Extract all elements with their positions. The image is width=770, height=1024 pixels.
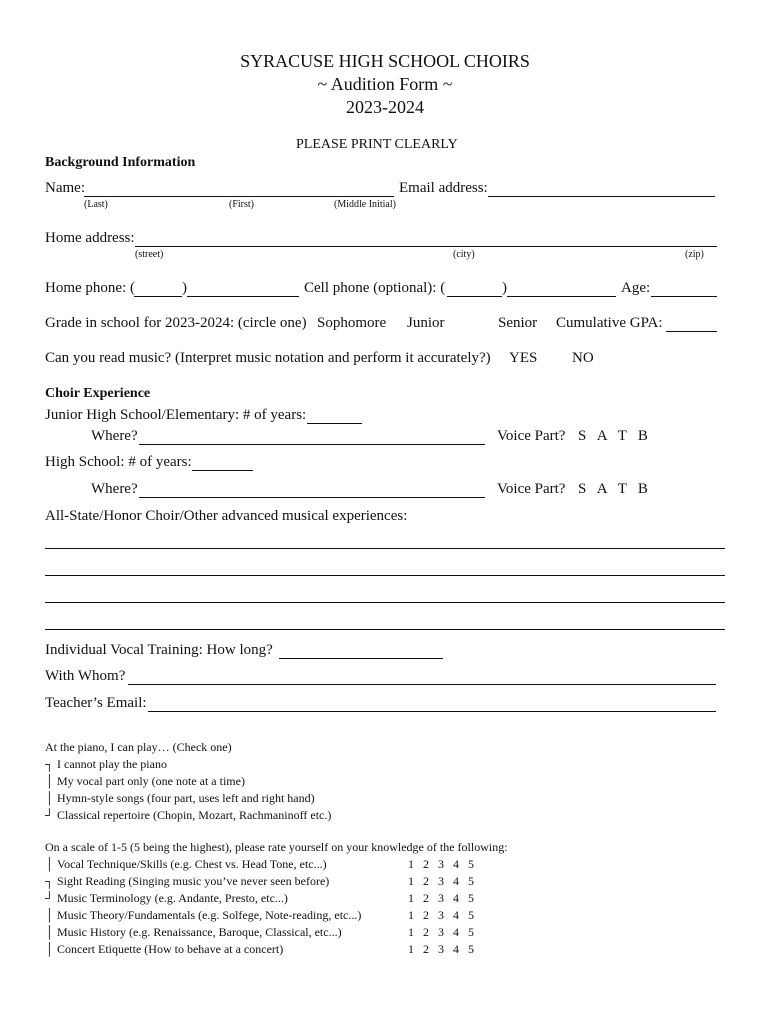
- first-caption: (First): [229, 199, 254, 210]
- piano-option-label: My vocal part only (one note at a time): [57, 774, 245, 788]
- allstate-line-1[interactable]: [45, 548, 725, 549]
- home-address-field[interactable]: [135, 246, 717, 247]
- home-phone-field[interactable]: [187, 296, 299, 297]
- piano-option-label: Hymn-style songs (four part, uses left and right hand): [57, 791, 315, 805]
- read-music-question: Can you read music? (Interpret music notation and perform it accurately?): [45, 350, 491, 366]
- scale-item-label: Music Theory/Fundamentals (e.g. Solfege, Note-reading, etc...): [57, 908, 362, 922]
- piano-option[interactable]: [45, 774, 245, 789]
- read-music-no[interactable]: NO: [572, 350, 594, 366]
- rating-options[interactable]: 1 2 3 4 5: [408, 908, 474, 922]
- home-phone-area-field[interactable]: [134, 296, 182, 297]
- piano-option[interactable]: [45, 791, 315, 806]
- cell-phone-label: Cell phone (optional): (: [304, 280, 446, 296]
- grade-option-junior[interactable]: Junior: [407, 315, 445, 331]
- form-year: 2023-2024: [346, 97, 424, 117]
- home-phone-paren: ): [182, 280, 187, 296]
- allstate-line-2[interactable]: [45, 575, 725, 576]
- piano-option[interactable]: [45, 808, 331, 823]
- checkbox-icon[interactable]: │: [45, 942, 54, 956]
- zip-caption: (zip): [685, 249, 704, 260]
- email-field[interactable]: [488, 196, 715, 197]
- jr-high-voice-parts[interactable]: S A T B: [578, 428, 648, 444]
- email-label: Email address:: [399, 180, 488, 196]
- city-caption: (city): [453, 249, 475, 260]
- choir-heading: Choir Experience: [45, 386, 151, 401]
- cell-phone-paren: ): [502, 280, 507, 296]
- teacher-email-field[interactable]: [148, 711, 716, 712]
- scale-item: [45, 908, 361, 923]
- form-subtitle: ~ Audition Form ~: [317, 74, 453, 94]
- home-address-label: Home address:: [45, 230, 135, 246]
- allstate-line-3[interactable]: [45, 602, 725, 603]
- age-label: Age:: [621, 280, 651, 296]
- read-music-yes[interactable]: YES: [509, 350, 538, 366]
- checkbox-icon[interactable]: ┐: [45, 874, 54, 888]
- background-heading: Background Information: [45, 155, 196, 170]
- rating-options[interactable]: 1 2 3 4 5: [408, 874, 474, 888]
- hs-where-field[interactable]: [139, 497, 485, 498]
- hs-voice-parts[interactable]: S A T B: [578, 481, 648, 497]
- hs-years-label: High School: # of years:: [45, 454, 192, 470]
- home-phone-label: Home phone: (: [45, 280, 135, 296]
- checkbox-icon[interactable]: ┘: [45, 891, 54, 905]
- jr-high-where-field[interactable]: [139, 444, 485, 445]
- jr-high-years-label: Junior High School/Elementary: # of years:: [45, 407, 307, 423]
- checkbox-icon[interactable]: │: [45, 857, 54, 871]
- grade-option-senior[interactable]: Senior: [498, 315, 538, 331]
- scale-item-label: Music Terminology (e.g. Andante, Presto, etc...): [57, 891, 288, 905]
- middle-caption: (Middle Initial): [334, 199, 396, 210]
- last-caption: (Last): [84, 199, 108, 210]
- age-field[interactable]: [651, 296, 717, 297]
- jr-high-where-label: Where?: [91, 428, 138, 444]
- name-field[interactable]: [84, 196, 394, 197]
- allstate-label: All-State/Honor Choir/Other advanced musical experiences:: [45, 508, 408, 524]
- scale-item-label: Music History (e.g. Renaissance, Baroque, Classical, etc...): [57, 925, 342, 939]
- scale-item-label: Vocal Technique/Skills (e.g. Chest vs. Head Tone, etc...): [57, 857, 327, 871]
- hs-where-label: Where?: [91, 481, 138, 497]
- hs-voice-part-label: Voice Part?: [497, 481, 566, 497]
- rating-options[interactable]: 1 2 3 4 5: [408, 857, 474, 871]
- scale-item: [45, 925, 342, 940]
- grade-option-sophomore[interactable]: Sophomore: [317, 315, 387, 331]
- checkbox-icon[interactable]: ┐: [45, 757, 54, 771]
- checkbox-icon[interactable]: │: [45, 774, 54, 788]
- scale-item: [45, 942, 283, 957]
- piano-option-label: I cannot play the piano: [57, 757, 167, 771]
- with-whom-field[interactable]: [128, 684, 716, 685]
- form-title: SYRACUSE HIGH SCHOOL CHOIRS: [240, 51, 530, 71]
- cell-phone-field[interactable]: [507, 296, 616, 297]
- checkbox-icon[interactable]: │: [45, 925, 54, 939]
- scale-item: [45, 874, 329, 889]
- gpa-field[interactable]: [666, 331, 717, 332]
- vocal-training-label: Individual Vocal Training: How long?: [45, 642, 273, 658]
- gpa-label: Cumulative GPA:: [556, 315, 663, 331]
- teacher-email-label: Teacher’s Email:: [45, 695, 147, 711]
- scale-item-label: Concert Etiquette (How to behave at a concert): [57, 942, 284, 956]
- with-whom-label: With Whom?: [45, 668, 126, 684]
- scale-prompt: On a scale of 1-5 (5 being the highest), please rate yourself on your knowledge of the following:: [45, 840, 508, 854]
- hs-years-field[interactable]: [192, 470, 253, 471]
- checkbox-icon[interactable]: │: [45, 908, 54, 922]
- scale-item: [45, 891, 288, 906]
- allstate-line-4[interactable]: [45, 629, 725, 630]
- street-caption: (street): [135, 249, 164, 260]
- jr-high-years-field[interactable]: [307, 423, 362, 424]
- grade-label: Grade in school for 2023-2024: (circle one): [45, 315, 307, 331]
- name-label: Name:: [45, 180, 85, 196]
- piano-option[interactable]: [45, 757, 167, 772]
- rating-options[interactable]: 1 2 3 4 5: [408, 925, 474, 939]
- print-instruction: PLEASE PRINT CLEARLY: [296, 137, 458, 152]
- scale-item-label: Sight Reading (Singing music you’ve never seen before): [57, 874, 330, 888]
- vocal-training-field[interactable]: [279, 658, 443, 659]
- piano-prompt: At the piano, I can play… (Check one): [45, 740, 232, 754]
- jr-high-voice-part-label: Voice Part?: [497, 428, 566, 444]
- scale-item: [45, 857, 327, 872]
- checkbox-icon[interactable]: ┘: [45, 808, 54, 822]
- piano-option-label: Classical repertoire (Chopin, Mozart, Rachmaninoff etc.): [57, 808, 332, 822]
- rating-options[interactable]: 1 2 3 4 5: [408, 942, 474, 956]
- rating-options[interactable]: 1 2 3 4 5: [408, 891, 474, 905]
- checkbox-icon[interactable]: │: [45, 791, 54, 805]
- cell-phone-area-field[interactable]: [447, 296, 502, 297]
